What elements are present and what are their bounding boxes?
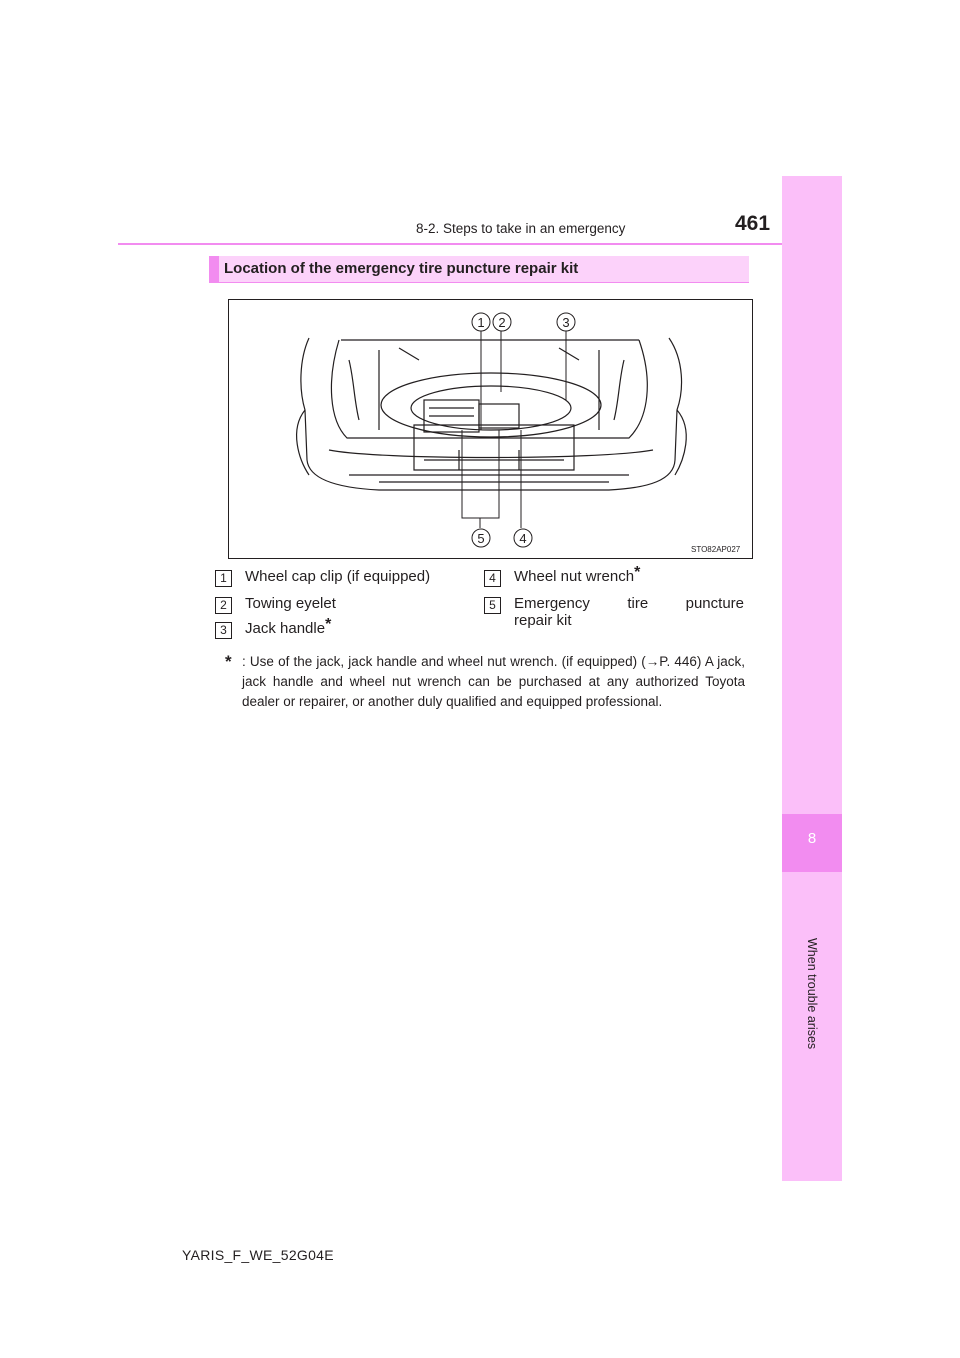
- page-number: 461: [735, 212, 771, 235]
- legend-number: 3: [215, 622, 232, 639]
- callout-2-label: 2: [498, 315, 506, 330]
- section-title: 8-2. Steps to take in an emergency: [416, 221, 626, 236]
- subheading-rule: [209, 282, 749, 283]
- legend-text: Wheel cap clip (if equipped): [245, 568, 431, 585]
- legend-number: 1: [215, 570, 232, 587]
- footnote-text: : Use of the jack, jack handle and wheel nut wrench. (if equipped) (→P. 446) A jack, jack handle and wheel nut wrench can be purchased at any authorized Toyota dealer or repairer, or another duly qualified and equipped professional.: [242, 654, 745, 709]
- legend-item-5: [484, 595, 744, 640]
- legend-text-word: tire: [627, 595, 649, 612]
- legend-text: Wheel nut wrench: [514, 568, 635, 585]
- car-rear-drawing: [229, 300, 752, 558]
- asterisk-mark: *: [634, 564, 641, 581]
- chapter-title: When trouble arises: [805, 938, 819, 1050]
- callout-1-label: 1: [477, 315, 485, 330]
- callout-4-label: 4: [519, 531, 527, 546]
- legend-item-2: [215, 595, 336, 614]
- chapter-number: 8: [807, 830, 817, 847]
- footer-code: YARIS_F_WE_52G04E: [182, 1247, 334, 1263]
- subheading: Location of the emergency tire puncture repair kit: [224, 260, 579, 277]
- callout-5-label: 5: [477, 531, 485, 546]
- figure-code: STO82AP027: [691, 545, 741, 554]
- legend-text: Towing eyelet: [245, 595, 336, 612]
- luggage-compartment-illustration: [228, 299, 753, 559]
- legend-text: Jack handle: [245, 620, 326, 637]
- legend-item-3: [215, 616, 332, 639]
- legend-number: 2: [215, 597, 232, 614]
- footnote: [225, 652, 745, 709]
- asterisk-mark: *: [325, 616, 332, 633]
- legend-text-word: puncture: [685, 595, 744, 612]
- footnote-mark: *: [225, 652, 232, 671]
- legend-number: 5: [484, 597, 501, 614]
- legend-item-4: [484, 564, 641, 587]
- callout-3-label: 3: [562, 315, 570, 330]
- legend-text-word: Emergency: [514, 595, 590, 612]
- legend-item-1: [215, 568, 431, 587]
- legend-number: 4: [484, 570, 501, 587]
- header-rule: [118, 243, 840, 245]
- legend-text-line2: repair kit: [514, 612, 572, 629]
